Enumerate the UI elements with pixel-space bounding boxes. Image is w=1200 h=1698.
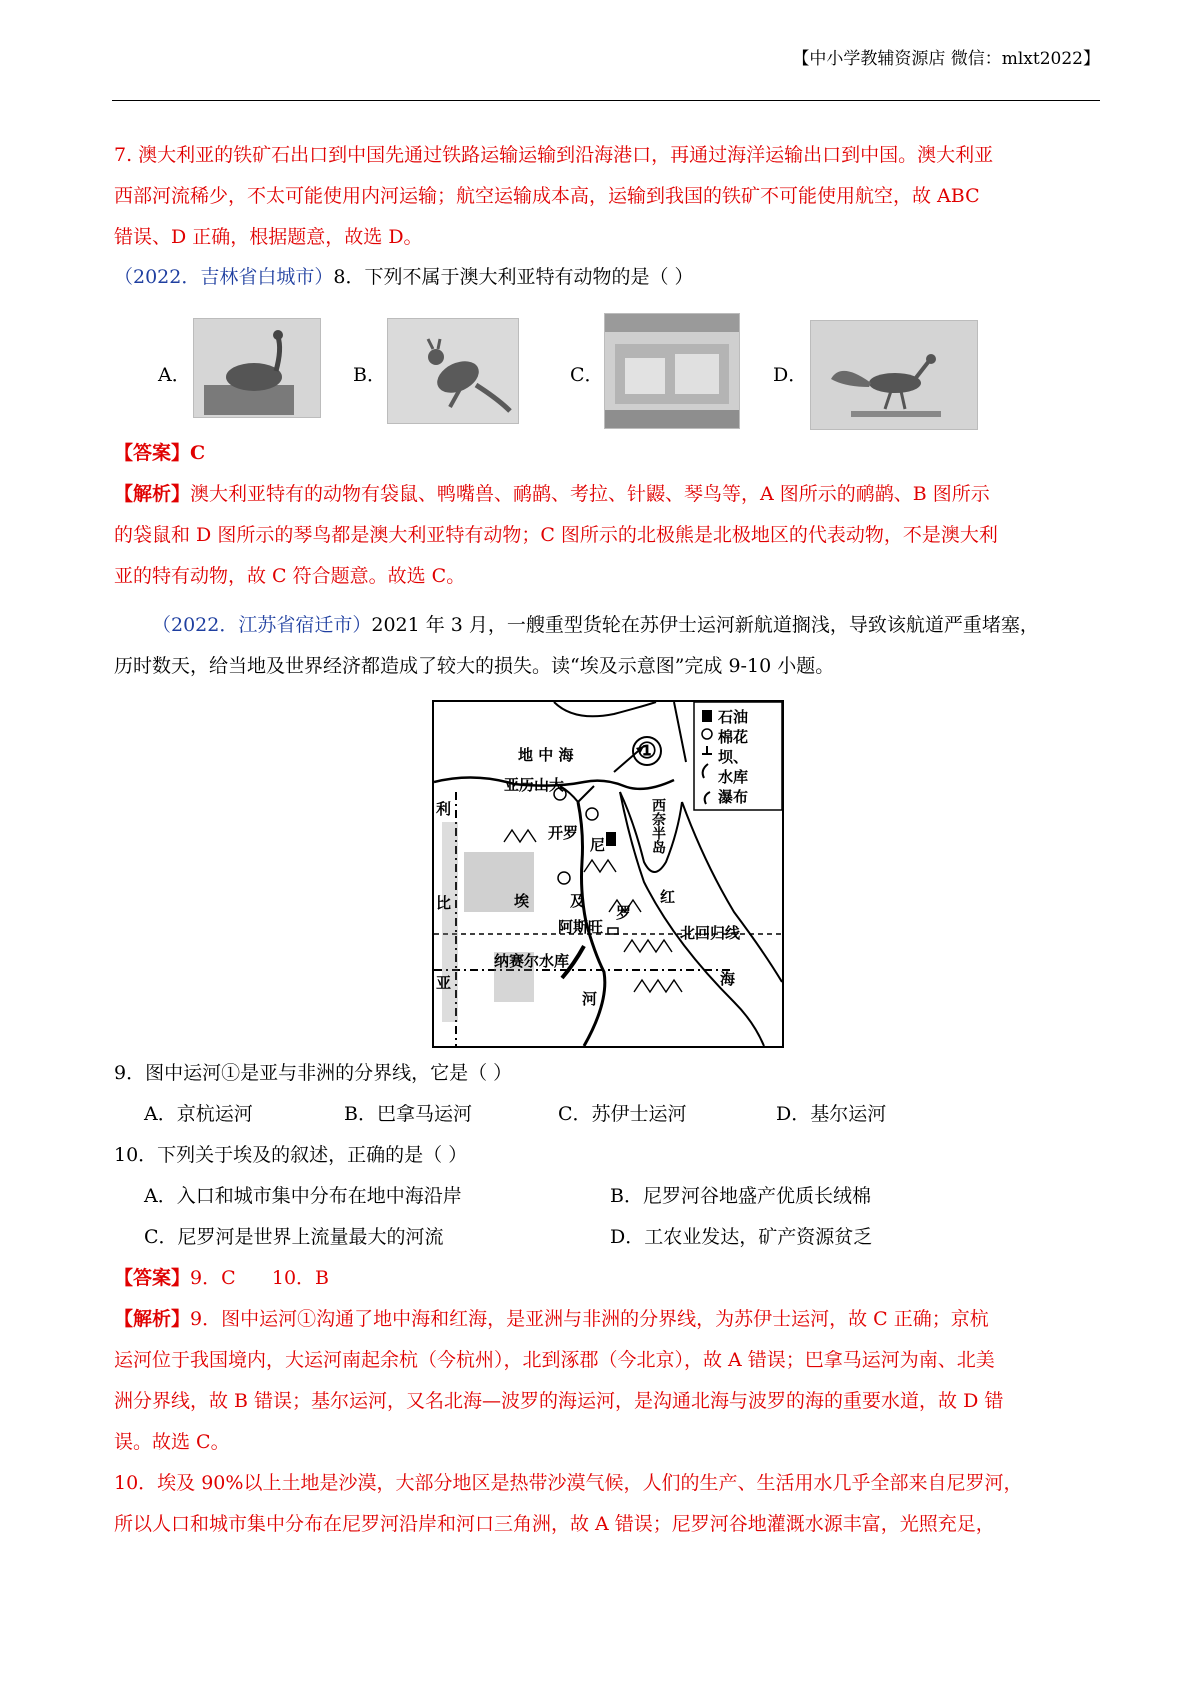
nile-label-2: 罗 bbox=[616, 904, 632, 922]
sinai-label: 西奈半岛 bbox=[650, 798, 666, 854]
header-divider bbox=[112, 100, 1100, 101]
q8-option-b-label: B． bbox=[353, 364, 386, 386]
red-sea-label-1: 红 bbox=[660, 888, 676, 906]
q7-expl-line2: 西部河流稀少，不太可能使用内河运输；航空运输成本高，运输到我国的铁矿不可能使用航空，故 ABC bbox=[114, 185, 980, 207]
q10-option-b: B．尼罗河谷地盛产优质长绒棉 bbox=[610, 1185, 871, 1207]
legend-waterfall: 瀑布 bbox=[718, 788, 749, 806]
polar-bear-image bbox=[604, 313, 740, 429]
q10-expl-line2: 所以人口和城市集中分布在尼罗河沿岸和河口三角洲，故 A 错误；尼罗河谷地灌溉水源丰富，光照充足， bbox=[114, 1513, 995, 1535]
emu-image bbox=[193, 318, 321, 418]
legend-cotton: 棉花 bbox=[718, 728, 749, 746]
nasser-label: 纳赛尔水库 bbox=[494, 952, 570, 970]
answer-tag: 【答案】 bbox=[114, 442, 191, 464]
tropic-label: 北回归线 bbox=[680, 924, 741, 942]
q9-expl-line3: 洲分界线，故 B 错误；基尔运河，又名北海—波罗的海运河，是沟通北海与波罗的海的重要水道，故 D 错 bbox=[114, 1390, 1004, 1412]
q8-answer bbox=[114, 438, 205, 465]
q8-stem: 8．下列不属于澳大利亚特有动物的是（ ） bbox=[333, 266, 694, 288]
passage-line2: 历时数天，给当地及世界经济都造成了较大的损失。读“埃及示意图”完成 9-10 小题。 bbox=[114, 655, 835, 677]
passage-source: （2022．江苏省宿迁市） bbox=[152, 614, 372, 636]
legend-oil: 石油 bbox=[718, 708, 749, 726]
egypt-label-2: 及 bbox=[570, 892, 586, 910]
page-header: 【中小学教辅资源店 微信：mlxt2022】 bbox=[792, 49, 1100, 69]
q8-option-a-label: A． bbox=[158, 364, 191, 386]
answer-tag: 【答案】 bbox=[114, 1267, 191, 1289]
lyrebird-image bbox=[810, 320, 978, 430]
kangaroo-image bbox=[387, 318, 519, 424]
canal-marker: ① bbox=[632, 736, 662, 766]
q8-expl-line3: 亚的特有动物，故 C 符合题意。故选 C。 bbox=[114, 565, 466, 587]
expl-tag: 【解析】 bbox=[114, 483, 191, 505]
q8-option-d-label: D． bbox=[773, 364, 808, 386]
libya-label-2: 比 bbox=[436, 894, 452, 912]
q9-10-answer bbox=[114, 1263, 329, 1290]
expl-tag: 【解析】 bbox=[114, 1308, 191, 1330]
nile-label-1: 尼 bbox=[590, 836, 606, 854]
q9-option-c: C．苏伊士运河 bbox=[558, 1103, 687, 1125]
q7-expl-line3: 错误、D 正确，根据题意，故选 D。 bbox=[114, 226, 423, 248]
q10-stem: 10．下列关于埃及的叙述，正确的是（ ） bbox=[114, 1144, 468, 1166]
alexandria-label: 亚历山大 bbox=[504, 776, 565, 794]
q9-option-a: A．京杭运河 bbox=[144, 1103, 253, 1125]
q10-option-c: C．尼罗河是世界上流量最大的河流 bbox=[144, 1226, 444, 1248]
q9-expl-line2: 运河位于我国境内，大运河南起余杭（今杭州），北到涿郡（今北京），故 A 错误；巴拿马运河为南、北美 bbox=[114, 1349, 995, 1371]
aswan-label: 阿斯旺 bbox=[558, 918, 604, 936]
q8-option-c-label: C． bbox=[570, 364, 604, 386]
red-sea-label-2: 海 bbox=[720, 970, 736, 988]
q10-expl-line1: 10．埃及 90%以上土地是沙漠，大部分地区是热带沙漠气候，人们的生产、生活用水几乎全部来自尼罗河， bbox=[114, 1472, 1023, 1494]
passage-line1: （2022．江苏省宿迁市）2021 年 3 月，一艘重型货轮在苏伊士运河新航道搁浅，导致该航道严重堵塞， bbox=[152, 614, 1039, 636]
q9-expl-line1: 【解析】9．图中运河①沟通了地中海和红海，是亚洲与非洲的分界线，为苏伊士运河，故 C 正确；京杭 bbox=[114, 1308, 989, 1330]
mediterranean-label: 地 中 海 bbox=[518, 746, 574, 764]
legend-reservoir: 水库 bbox=[718, 768, 749, 786]
q8-expl-line1: 【解析】澳大利亚特有的动物有袋鼠、鸭嘴兽、鸸鹋、考拉、针鼹、琴鸟等，A 图所示的鸸鹋、B 图所示 bbox=[114, 483, 990, 505]
legend-dam: 坝、 bbox=[718, 748, 749, 766]
libya-label-1: 利 bbox=[436, 800, 452, 818]
nile-label-3: 河 bbox=[582, 990, 598, 1008]
cairo-label: 开罗 bbox=[548, 824, 579, 842]
egypt-map bbox=[432, 700, 784, 1048]
q7-expl-line1: 7. 澳大利亚的铁矿石出口到中国先通过铁路运输运输到沿海港口，再通过海洋运输出口到中国。澳大利亚 bbox=[114, 144, 994, 166]
egypt-label-1: 埃 bbox=[514, 892, 530, 910]
q8-source: （2022．吉林省白城市） bbox=[114, 266, 334, 288]
q9-option-b: B．巴拿马运河 bbox=[344, 1103, 472, 1125]
q10-option-d: D．工农业发达，矿产资源贫乏 bbox=[610, 1226, 873, 1248]
answer-value: C bbox=[190, 442, 206, 464]
libya-label-3: 亚 bbox=[436, 974, 452, 992]
q9-expl-line4: 误。故选 C。 bbox=[114, 1431, 230, 1453]
answer-value: 9．C 10．B bbox=[190, 1267, 330, 1289]
q9-option-d: D．基尔运河 bbox=[776, 1103, 887, 1125]
q10-option-a: A．入口和城市集中分布在地中海沿岸 bbox=[144, 1185, 462, 1207]
q8-question bbox=[114, 262, 694, 289]
q8-expl-line2: 的袋鼠和 D 图所示的琴鸟都是澳大利亚特有动物；C 图所示的北极熊是北极地区的代表动物，不是澳大利 bbox=[114, 524, 998, 546]
q9-stem: 9．图中运河①是亚与非洲的分界线，它是（ ） bbox=[114, 1062, 513, 1084]
